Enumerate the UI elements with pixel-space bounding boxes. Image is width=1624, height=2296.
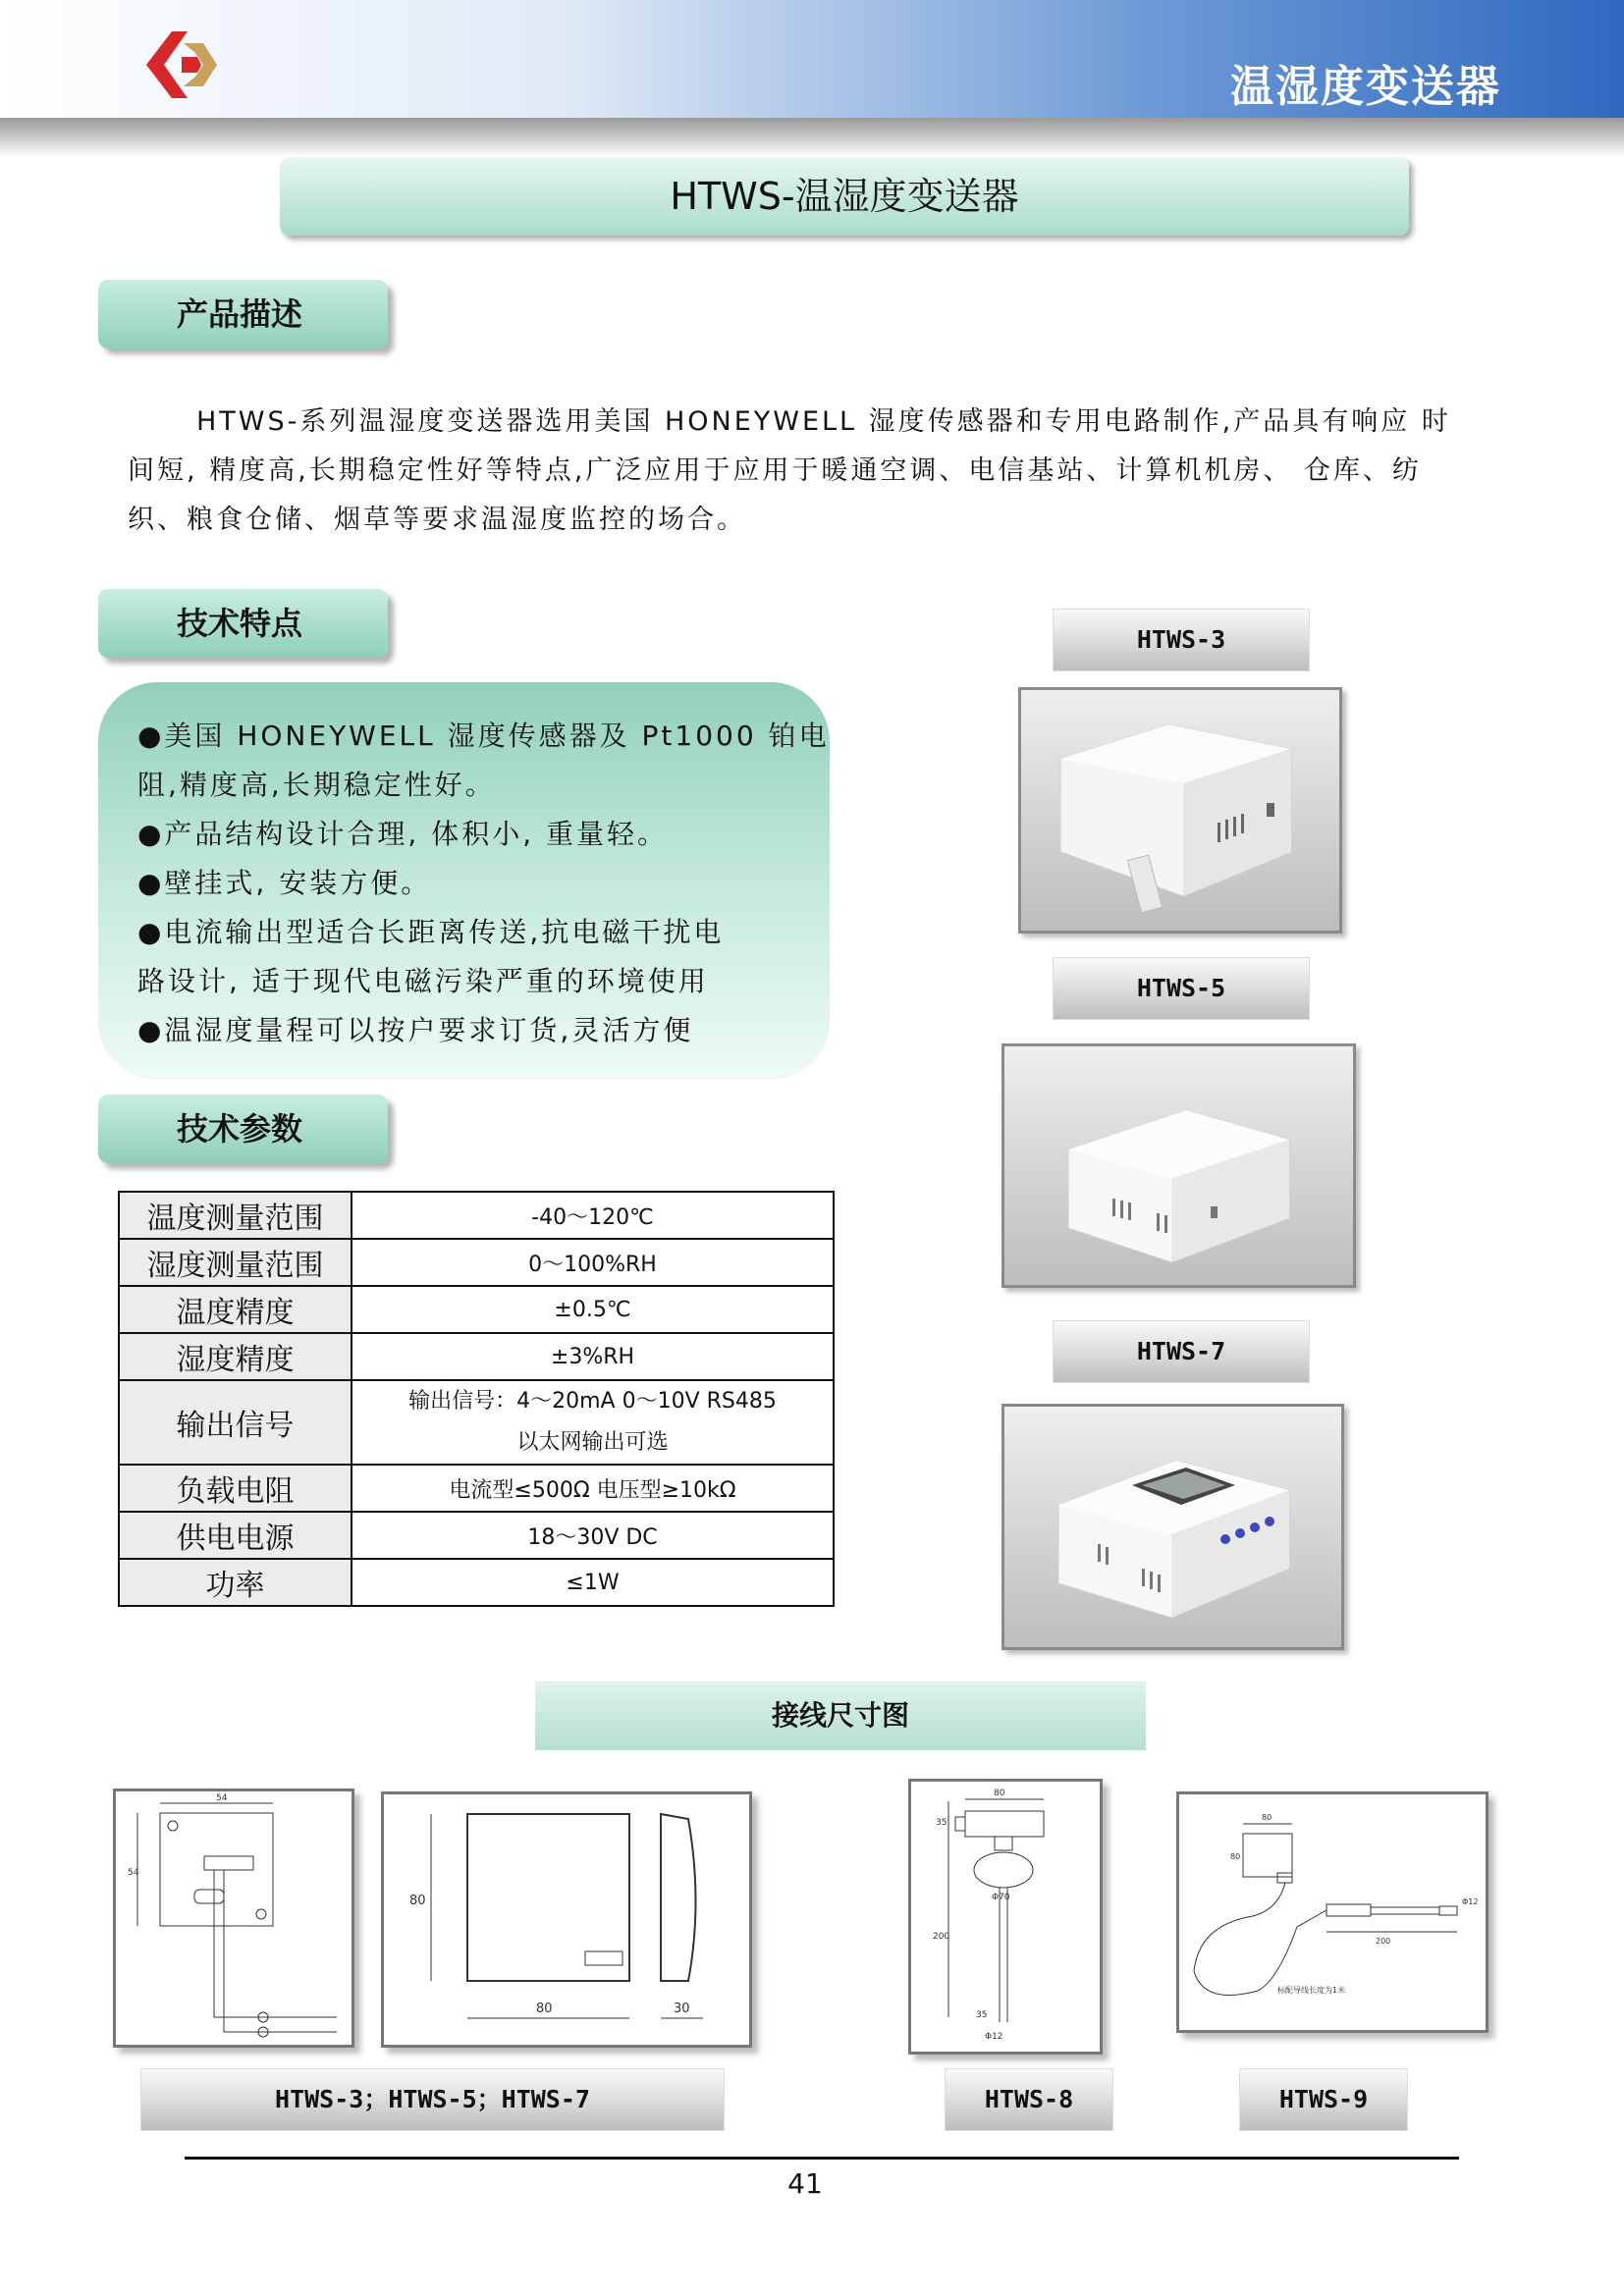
header-shadow: [0, 118, 1624, 157]
page-title: HTWS-温湿度变送器: [280, 157, 1409, 236]
feature-line: ●温湿度量程可以按户要求订货,灵活方便: [137, 1014, 694, 1046]
feature-line: ●美国 HONEYWELL 湿度传感器及 Pt1000 铂电: [137, 720, 830, 752]
param-value: ±0.5℃: [352, 1286, 834, 1333]
feature-line: ●产品结构设计合理, 体积小, 重量轻。: [137, 818, 669, 850]
param-label: 供电电源: [119, 1512, 352, 1559]
dim-label: 200: [1376, 1937, 1391, 1946]
param-value: 电流型≤500Ω 电压型≥10kΩ: [352, 1465, 834, 1512]
param-label: 湿度精度: [119, 1333, 352, 1380]
product-photo-htws3: [1018, 687, 1342, 934]
table-row: [119, 1239, 834, 1286]
dim-label: 54: [216, 1793, 228, 1803]
product-photo-htws5: [1001, 1043, 1356, 1288]
model-label-htws9: HTWS-9: [1239, 2068, 1408, 2131]
footer-divider: [185, 2157, 1459, 2160]
param-label: 功率: [119, 1559, 352, 1606]
wiring-section-header: 接线尺寸图: [535, 1682, 1146, 1750]
dim-label: 80: [1262, 1813, 1272, 1822]
model-label-htws5: HTWS-5: [1053, 957, 1310, 1020]
parameters-table: [118, 1191, 835, 1607]
dim-label: Φ12: [1462, 1897, 1479, 1906]
param-label: 温度测量范围: [119, 1192, 352, 1239]
param-value-line1: 输出信号：4～20mA 0～10V RS485: [408, 1389, 777, 1414]
param-label: 负载电阻: [119, 1465, 352, 1512]
table-row: [119, 1192, 834, 1239]
model-label-group: HTWS-3；HTWS-5；HTWS-7: [140, 2068, 725, 2131]
table-row: [119, 1559, 834, 1606]
dimension-diagram-htws9: [1176, 1791, 1489, 2033]
param-value: ≤1W: [352, 1559, 834, 1606]
table-row: [119, 1512, 834, 1559]
table-row: [119, 1333, 834, 1380]
section-tab-features: 技术特点: [98, 589, 388, 658]
param-value-line2: 以太网输出可选: [516, 1430, 669, 1455]
header-title: 温湿度变送器: [1230, 62, 1501, 112]
dim-label: 80: [1230, 1852, 1241, 1861]
model-label-htws7: HTWS-7: [1053, 1320, 1310, 1383]
dim-label: 80: [536, 2002, 553, 2016]
description-text: HTWS-系列温湿度变送器选用美国 HONEYWELL 湿度传感器和专用电路制作,产品具有响应 时间短, 精度高,长期稳定性好等特点,广泛应用于应用于暖通空调、电信基站、计算机机房、 仓库、纺织、粮食仓储、烟草等要求温湿度监控的场合。: [128, 406, 1451, 535]
model-label-htws3: HTWS-3: [1053, 609, 1310, 671]
param-value: [352, 1380, 834, 1465]
param-label: 湿度测量范围: [119, 1239, 352, 1286]
param-value: -40～120℃: [352, 1192, 834, 1239]
page-number: 41: [787, 2167, 823, 2200]
dimension-diagram-htws8: [908, 1779, 1103, 2055]
model-label-htws8: HTWS-8: [945, 2068, 1113, 2131]
table-row: [119, 1286, 834, 1333]
dimension-diagram-housing: [381, 1791, 752, 2048]
feature-line: ●壁挂式, 安装方便。: [137, 867, 432, 899]
param-value: ±3%RH: [352, 1333, 834, 1380]
dim-label: 35: [936, 1818, 947, 1828]
feature-line: 路设计, 适于现代电磁污染严重的环境使用: [137, 965, 709, 997]
dim-label: 35: [976, 2010, 988, 2020]
param-label: 温度精度: [119, 1286, 352, 1333]
company-logo: [142, 27, 233, 102]
dim-label: Φ70: [992, 1893, 1010, 1902]
table-row: [119, 1380, 834, 1465]
dim-label: 80: [994, 1789, 1005, 1798]
dim-label: 80: [409, 1894, 426, 1908]
table-row: [119, 1465, 834, 1512]
dim-label: 标配导线长度为1米: [1277, 1986, 1346, 1995]
feature-line: 阻,精度高,长期稳定性好。: [137, 769, 496, 801]
param-value: 18～30V DC: [352, 1512, 834, 1559]
wiring-diagram-htws3-5-7: [113, 1789, 354, 2048]
dim-label: 200: [933, 1932, 950, 1942]
section-tab-description: 产品描述: [98, 280, 388, 348]
product-photo-htws7: [1001, 1404, 1344, 1650]
section-tab-parameters: 技术参数: [98, 1095, 388, 1163]
feature-line: ●电流输出型适合长距离传送,抗电磁干扰电: [137, 916, 725, 948]
param-label: 输出信号: [119, 1380, 352, 1465]
dim-label: 54: [128, 1868, 139, 1878]
param-value: 0～100%RH: [352, 1239, 834, 1286]
dim-label: Φ12: [985, 2032, 1003, 2042]
dim-label: 30: [674, 2002, 690, 2016]
